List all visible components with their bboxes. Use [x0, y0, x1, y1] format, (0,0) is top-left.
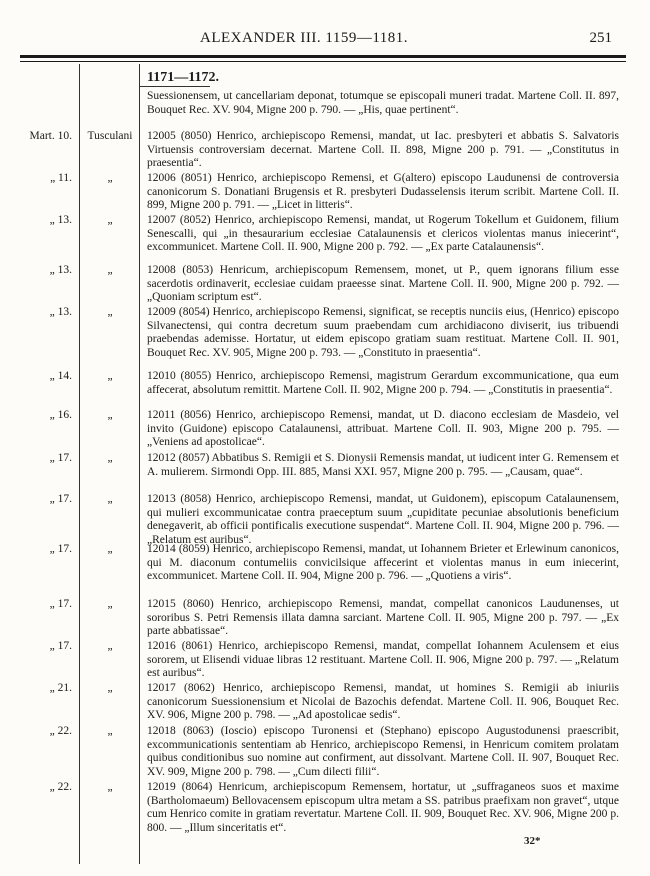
entry-place: „ [107, 452, 113, 464]
section-underline [140, 86, 210, 87]
entry-text: 12012 (8057) Abbatibus S. Remigii et S. Dionysii Remensis mandat, ut iudicent inter G. Remensem et A. mulierem. Sirmondi Opp. III. 885, Mansi XXI. 957, Migne 200 p. 795. — „Causam, quae“. [147, 452, 619, 478]
entry-text: 12005 (8050) Henrico, archiepiscopo Remensi, mandat, ut Iac. presbyteri et abbatis S. Salvatoris Virtuensis controversiam decernat. Martene Coll. II. 898, Migne 200 p. 791. — „Constitutus in praesentia“. [147, 130, 619, 170]
entry-date: „ 13. [49, 264, 72, 276]
column-divider-place [139, 64, 140, 864]
entry-text: 12014 (8059) Henrico, archiepiscopo Remensi, mandat, ut Iohannem Brieter et Erlewinum canonicos, qui M. diaconum contumeliis convicilsique affecerint et violentas manus in eum iniecerint, excommunicet. Martene Coll. II. 904, Migne 200 p. 796. — „Quotiens a viris“. [147, 543, 619, 583]
entry-text: 12019 (8064) Henricum, archiepiscopum Remensem, hortatur, ut „suffraganeos suos et maxime (Bartholomaeum) Bellovacensem episcopum ultra metam a SS. patribus praefixam non gravet“, utque cum Henrico comite in gratiam revertatur. Martene Coll. II. 909, Bouquet Rec. XV. 906, Migne 200 p. 800. — „Illum sinceritatis et“. [147, 781, 619, 834]
entry-text: 12011 (8056) Henrico, archiepiscopo Remensi, mandat, ut D. diacono ecclesiam de Masdeio, vel invito (Guidone) episcopo Catalaunensi, attribuat. Martene Coll. II. 903, Migne 200 p. 795. — „Veniens ad apostolicae“. [147, 409, 619, 449]
entry-place: „ [107, 306, 113, 318]
entry-place: „ [107, 370, 113, 382]
header-rule-thick [20, 55, 626, 58]
entry-place: „ [107, 640, 113, 652]
entry-date: „ 14. [49, 370, 72, 382]
entry-text: 12006 (8051) Henrico, archiepiscopo Remensi, et G(altero) episcopo Laudunensi de controversia canonicorum S. Donatiani Brugensis et R. presbyteri Dudasselensis iterum scribit. Martene Coll. II. 899, Migne 200 p. 791. — „Licet in litteris“. [147, 172, 619, 212]
entry-text: 12015 (8060) Henrico, archiepiscopo Remensi, mandat, compellat canonicos Laudunenses, ut sororibus S. Petri Remensis illata damna sarciant. Martene Coll. II. 905, Migne 200 p. 797. — „Ex parte abbatissae“. [147, 598, 619, 638]
entry-text: 12016 (8061) Henrico, archiepiscopo Remensi, mandat, compellat Iohannem Aculensem et eius sororem, ut Elisendi viduae libras 12 restituant. Martene Coll. II. 906, Migne 200 p. 797. — „Relatum est auribus“. [147, 640, 619, 680]
entry-place: „ [107, 493, 113, 505]
entry-date: „ 16. [49, 409, 72, 421]
section-heading: 1171—1172. [147, 70, 219, 85]
entry-date: „ 21. [49, 682, 72, 694]
entry-place: „ [107, 781, 113, 793]
entry-place: „ [107, 598, 113, 610]
entry-place: Tusculani [87, 130, 133, 142]
entry-place: „ [107, 682, 113, 694]
entry-text: 12018 (8063) (Ioscio) episcopo Turonensi et (Stephano) episcopo Augustodunensi praescribit, excommunicationis sententiam ab Henrico, archiepiscopo Remensi, in Henricum comitem prolatam quibus conditionibus suo nomine aut confirment, aut dissolvant. Martene Coll. II. 907, Bouquet Rec. XV. 909, Migne 200 p. 798. — „Cum dilecti filii“. [147, 725, 619, 778]
entry-date: „ 22. [49, 781, 72, 793]
running-title: ALEXANDER III. 1159—1181. [200, 30, 409, 46]
column-divider-date [79, 64, 80, 864]
entry-date: „ 17. [49, 640, 72, 652]
entry-text: 12010 (8055) Henrico, archiepiscopo Remensi, magistrum Gerardum excommunicatione, qua eum affecerat, absolutum remittit. Martene Coll. II. 902, Migne 200 p. 794. — „Constitutis in praesentia“. [147, 370, 619, 396]
entry-text: 12013 (8058) Henrico, archiepiscopo Remensi, mandat, ut Guidonem), episcopum Catalaunensem, qui mulieri excommunicatae contra praeceptum suum „cupiditate pecuniae absolutionis beneficium denegaverit, ab officii pontificalis executione suspendat“. Martene Coll. II. 904, Migne 200 p. 796. — „Relatum est auribus“. [147, 493, 619, 546]
entry-date: „ 13. [49, 306, 72, 318]
entry-place: „ [107, 409, 113, 421]
page-number: 251 [589, 30, 612, 46]
entry-text: 12009 (8054) Henrico, archiepiscopo Remensi, significat, se receptis nunciis eius, (Henrico) episcopo Silvanectensi, qui contra decretum suum praebendam cum archidiacono diviserit, ius tribuendi praebendas ademisse. Hortatur, ut eidem episcopo gratiam suam restituat. Martene Coll. II. 901, Bouquet Rec. XV. 905, Migne 200 p. 793. — „Constituto in praesentia“. [147, 306, 619, 359]
entry-place: „ [107, 172, 113, 184]
printer-signature: 32* [524, 835, 541, 847]
entry-place: „ [107, 543, 113, 555]
entry-date: „ 17. [49, 543, 72, 555]
entry-place: „ [107, 264, 113, 276]
entry-place: „ [107, 214, 113, 226]
running-header [0, 30, 650, 50]
entry-place: „ [107, 725, 113, 737]
entry-text: 12007 (8052) Henrico, archiepiscopo Remensi, mandat, ut Rogerum Tokellum et Guidonem, filium Senescalli, qui „in thesaurarium ecclesiae Catalaunensis et clericos violentas manus iniecerint“, excommunicet. Martene Coll. II. 900, Migne 200 p. 792. — „Ex parte Catalaunensis“. [147, 214, 619, 254]
entry-date: „ 17. [49, 493, 72, 505]
entry-date: „ 17. [49, 452, 72, 464]
entry-text: 12008 (8053) Henricum, archiepiscopum Remensem, monet, ut P., quem ignorans filium esse sacerdotis ordinaverit, ecclesiae cuidam praeesse sinat. Martene Coll. II. 900, Migne 200 p. 792. — „Quoniam scriptum est“. [147, 264, 619, 304]
entry-date: „ 17. [49, 598, 72, 610]
entry-text: 12017 (8062) Henrico, archiepiscopo Remensi, mandat, ut homines S. Remigii ab iniuriis canonicorum Suessionensium et Nicolai de Bazochis defendat. Martene Coll. II. 906, Bouquet Rec. XV. 906, Migne 200 p. 798. — „Ad apostolicae sedis“. [147, 682, 619, 722]
continuation-text: Suessionensem, ut cancellariam deponat, totumque se episcopali muneri tradat. Martene Coll. II. 897, Bouquet Rec. XV. 904, Migne 200 p. 790. — „His, quae pertinent“. [147, 90, 619, 116]
entry-date: Mart. 10. [29, 130, 72, 142]
header-rule-thin [20, 61, 626, 62]
entry-date: „ 22. [49, 725, 72, 737]
entry-date: „ 13. [49, 214, 72, 226]
entry-date: „ 11. [50, 172, 72, 184]
